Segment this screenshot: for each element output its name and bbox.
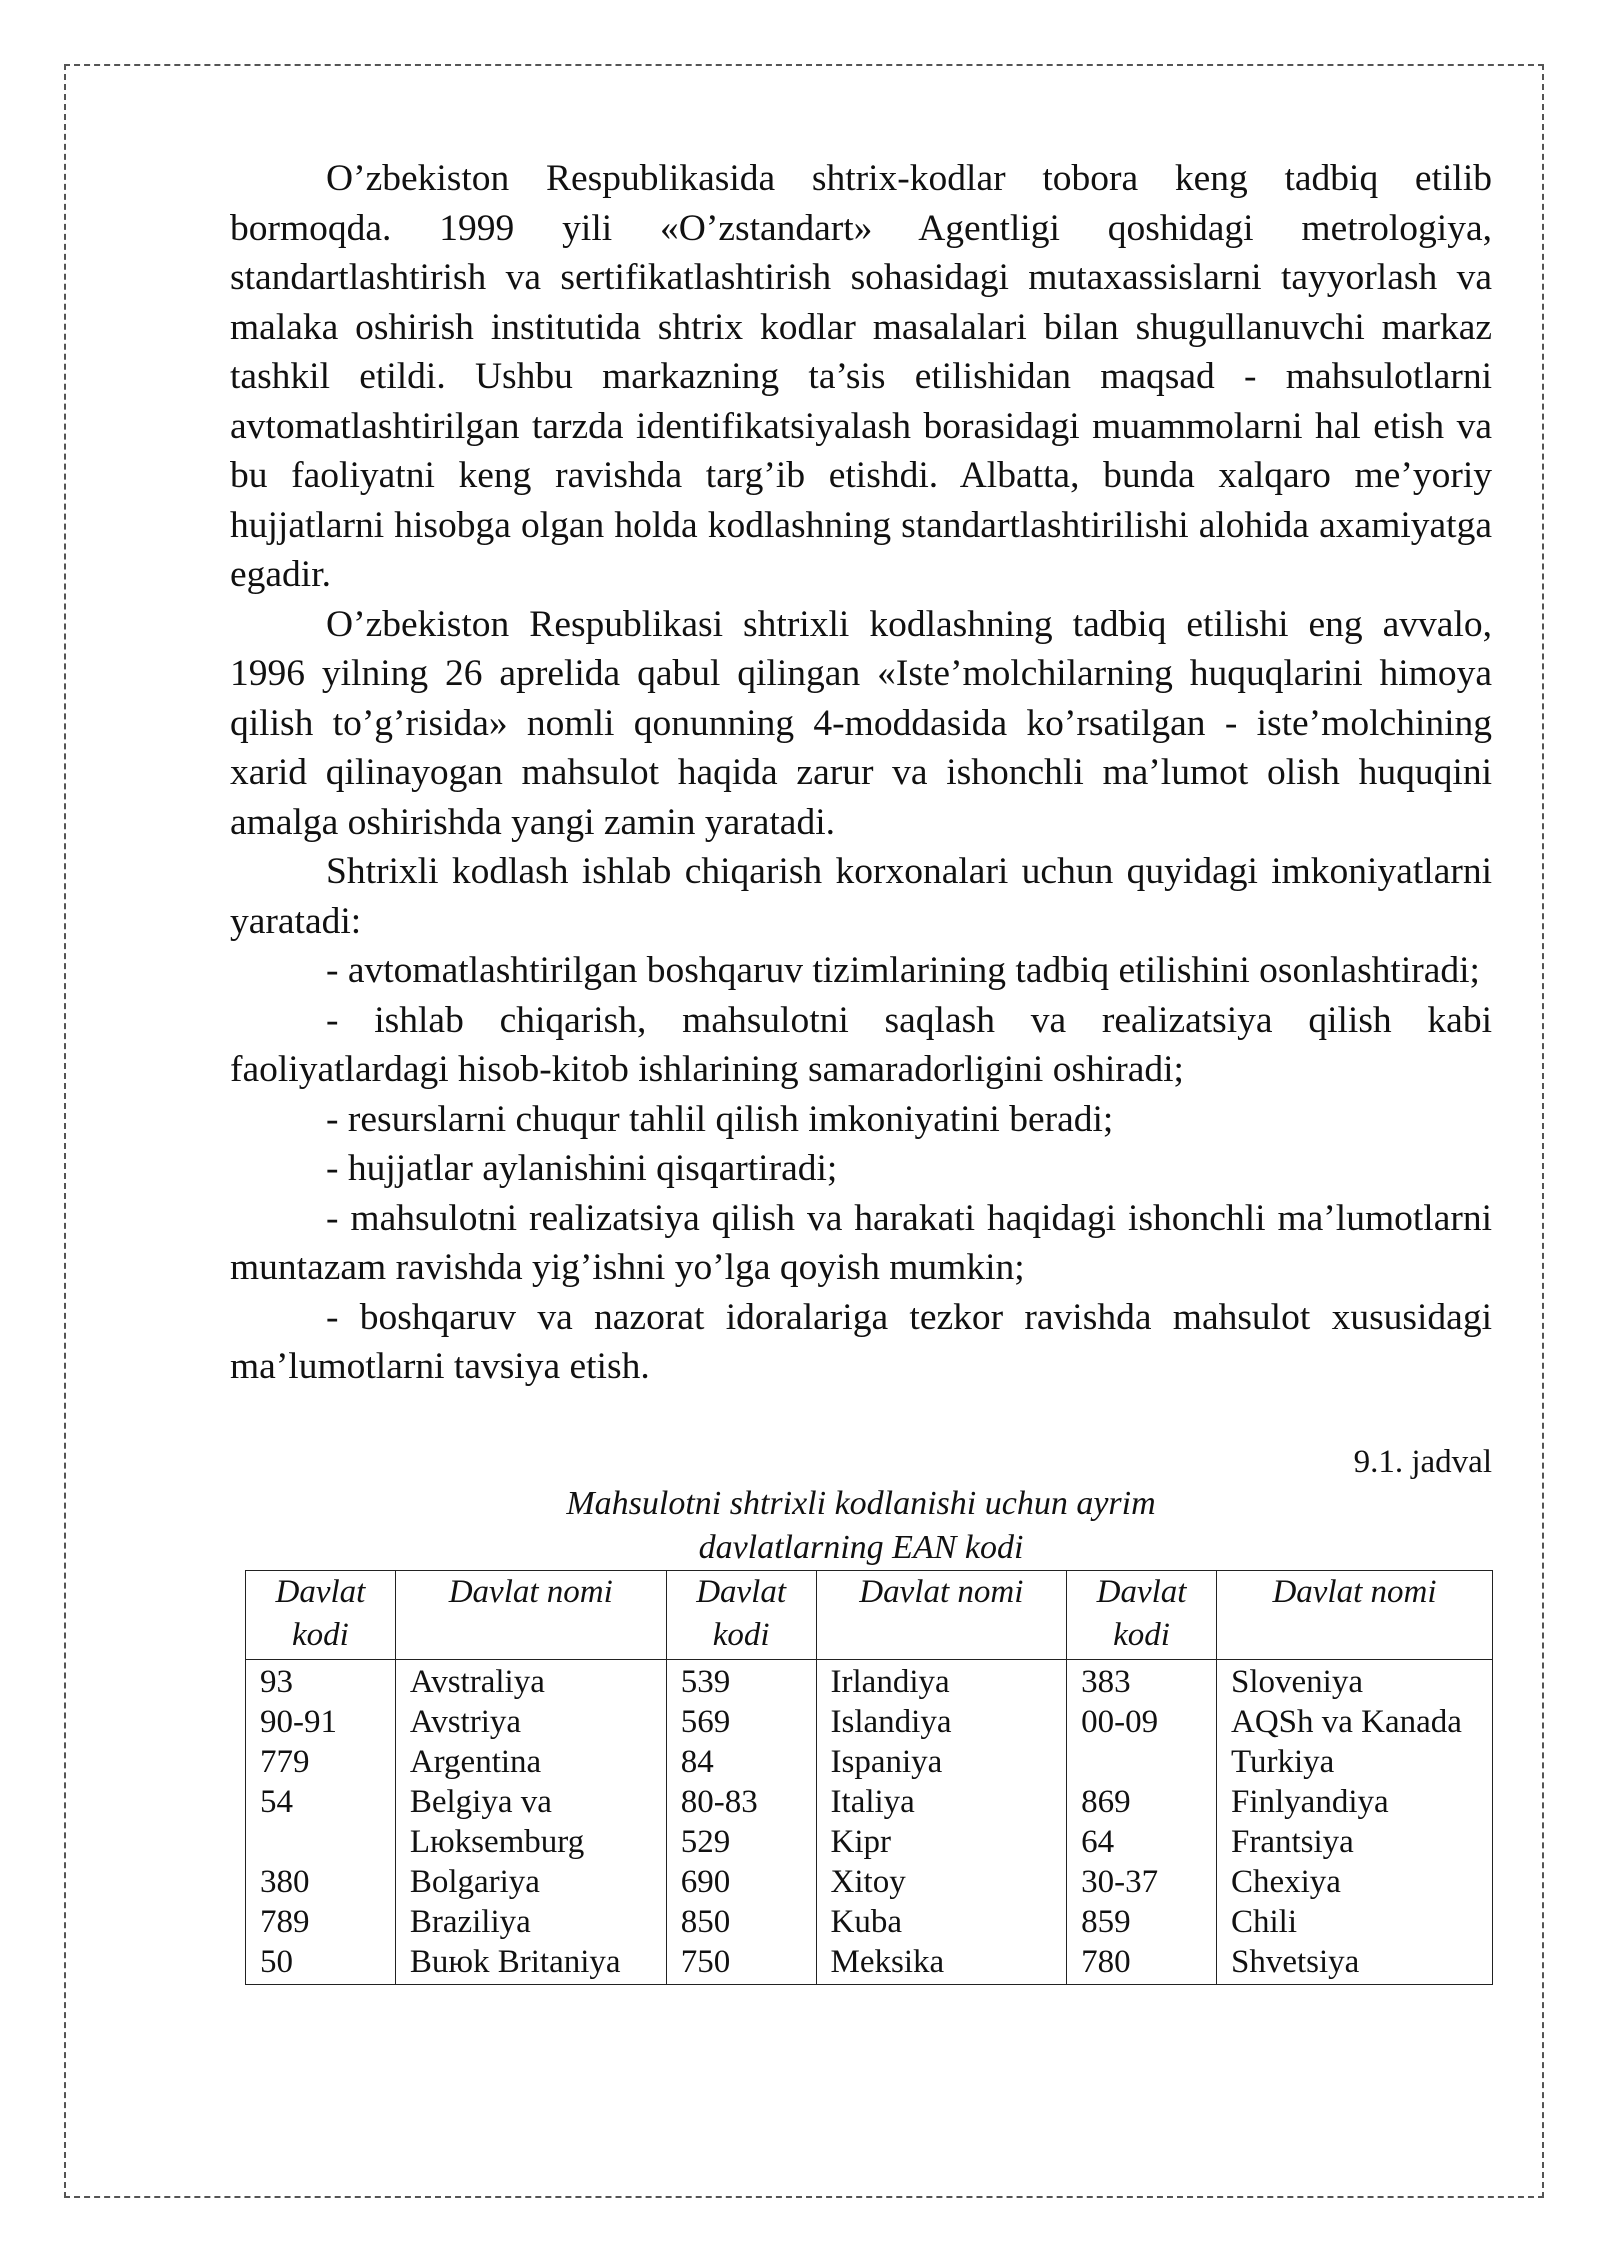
table-cell: Belgiya va bbox=[395, 1782, 666, 1822]
ean-code-table bbox=[245, 1570, 1493, 1985]
table-cell: 84 bbox=[666, 1742, 816, 1782]
table-cell bbox=[246, 1822, 396, 1862]
table-cell: Finlyandiya bbox=[1216, 1782, 1492, 1822]
table-row bbox=[246, 1942, 1493, 1985]
table-cell: 383 bbox=[1067, 1659, 1217, 1702]
table-cell: 80-83 bbox=[666, 1782, 816, 1822]
table-cell: Islandiya bbox=[816, 1702, 1067, 1742]
table-cell: Braziliya bbox=[395, 1902, 666, 1942]
table-cell: Italiya bbox=[816, 1782, 1067, 1822]
page-content bbox=[230, 154, 1492, 1985]
table-cell: 690 bbox=[666, 1862, 816, 1902]
column-header: Davlat kodi bbox=[666, 1570, 816, 1659]
table-cell: 00-09 bbox=[1067, 1702, 1217, 1742]
table-cell: Bolgariya bbox=[395, 1862, 666, 1902]
table-row bbox=[246, 1822, 1493, 1862]
table-cell: 869 bbox=[1067, 1782, 1217, 1822]
table-number: 9.1. jadval bbox=[1353, 1443, 1492, 1480]
paragraph: O’zbekiston Respublikasida shtrix-kodlar tobora keng tadbiq etilib bormoqda. 1999 yili «O’zstandart» Agentligi qoshidagi metrologiya, standartlashtirish va sertifikatlashtirish sohasidagi mutaxassislarni tayyorlash va malaka oshirish institutida shtrix kodlar masalalari bilan shugullanuvchi markaz tashkil etildi. Ushbu markazning ta’sis etilishidan maqsad - mahsulotlarni avtomatlashtirilgan tarzda identifikatsiyalash borasidagi muammolarni hal etish va bu faoliyatni keng ravishda targ’ib etishdi. Albatta, bunda xalqaro me’yoriy hujjatlarni hisobga olgan holda kodlashning standartlashtirilishi alohida axamiyatga egadir. bbox=[230, 158, 1492, 595]
column-header: Davlat nomi bbox=[816, 1570, 1067, 1659]
table-cell: Shvetsiya bbox=[1216, 1942, 1492, 1985]
list-item: - boshqaruv va nazorat idoralariga tezkor ravishda mahsulot xususidagi ma’lumotlarni tavsiya etish. bbox=[230, 1296, 1492, 1387]
column-header: Davlat kodi bbox=[246, 1570, 396, 1659]
table-cell: 30-37 bbox=[1067, 1862, 1217, 1902]
paragraph: Shtrixli kodlash ishlab chiqarish korxonalari uchun quyidagi imkoniyatlarni yaratadi: bbox=[230, 851, 1492, 942]
paragraph: O’zbekiston Respublikasi shtrixli kodlashning tadbiq etilishi eng avvalo, 1996 yilning 26 aprelida qabul qilingan «Iste’molchilarning huquqlarini himoya qilish to’g’risida» nomli qonunning 4-moddasida ko’rsatilgan - iste’molchining xarid qilinayogan mahsulot haqida zarur va ishonchli ma’lumot olish huquqini amalga oshirishda yangi zamin yaratadi. bbox=[230, 603, 1492, 843]
table-cell: AQSh va Kanada bbox=[1216, 1702, 1492, 1742]
table-cell: Kuba bbox=[816, 1902, 1067, 1942]
table-cell: Avstriya bbox=[395, 1702, 666, 1742]
table-row bbox=[246, 1659, 1493, 1702]
caption-line: davlatlarning EAN kodi bbox=[698, 1528, 1024, 1566]
table-cell: Chili bbox=[1216, 1902, 1492, 1942]
table-cell: Sloveniya bbox=[1216, 1659, 1492, 1702]
list-item: - avtomatlashtirilgan boshqaruv tizimlarining tadbiq etilishini osonlashtiradi; bbox=[326, 950, 1480, 991]
table-cell: Buюk Britaniya bbox=[395, 1942, 666, 1985]
table-row bbox=[246, 1742, 1493, 1782]
list-item: - ishlab chiqarish, mahsulotni saqlash va realizatsiya qilish kabi faoliyatlardagi hisob-kitob ishlarining samaradorligini oshiradi; bbox=[230, 999, 1492, 1090]
table-cell: 539 bbox=[666, 1659, 816, 1702]
table-cell: 859 bbox=[1067, 1902, 1217, 1942]
table-cell: Ispaniya bbox=[816, 1742, 1067, 1782]
table-row bbox=[246, 1862, 1493, 1902]
list-item: - mahsulotni realizatsiya qilish va harakati haqidagi ishonchli ma’lumotlarni muntazam ravishda yig’ishni yo’lga qoyish mumkin; bbox=[230, 1197, 1492, 1288]
table-cell: 64 bbox=[1067, 1822, 1217, 1862]
column-header: Davlat kodi bbox=[1067, 1570, 1217, 1659]
table-cell: Argentina bbox=[395, 1742, 666, 1782]
table-cell: 380 bbox=[246, 1862, 396, 1902]
table-cell: Meksika bbox=[816, 1942, 1067, 1985]
body-text bbox=[230, 154, 1492, 1392]
table-cell: Frantsiya bbox=[1216, 1822, 1492, 1862]
table-cell: 54 bbox=[246, 1782, 396, 1822]
column-header: Davlat nomi bbox=[395, 1570, 666, 1659]
list-item: - hujjatlar aylanishini qisqartiradi; bbox=[326, 1148, 838, 1189]
table-cell: 789 bbox=[246, 1902, 396, 1942]
table-header-row bbox=[246, 1570, 1493, 1659]
table-cell: Avstraliya bbox=[395, 1659, 666, 1702]
table-row bbox=[246, 1902, 1493, 1942]
table-row bbox=[246, 1782, 1493, 1822]
table-cell: Kipr bbox=[816, 1822, 1067, 1862]
table-cell: 93 bbox=[246, 1659, 396, 1702]
caption-line: Mahsulotni shtrixli kodlanishi uchun ayrim bbox=[566, 1484, 1156, 1522]
table-cell: 90-91 bbox=[246, 1702, 396, 1742]
table-cell: 750 bbox=[666, 1942, 816, 1985]
table-caption bbox=[511, 1482, 1211, 1570]
table-cell: Xitoy bbox=[816, 1862, 1067, 1902]
table-cell: 779 bbox=[246, 1742, 396, 1782]
list-item: - resurslarni chuqur tahlil qilish imkoniyatini beradi; bbox=[326, 1098, 1114, 1140]
table-cell bbox=[1067, 1742, 1217, 1782]
table-cell: 780 bbox=[1067, 1942, 1217, 1985]
table-cell: 50 bbox=[246, 1942, 396, 1985]
table-cell: 850 bbox=[666, 1902, 816, 1942]
table-cell: Turkiya bbox=[1216, 1742, 1492, 1782]
table-cell: 529 bbox=[666, 1822, 816, 1862]
table-row bbox=[246, 1702, 1493, 1742]
table-cell: Irlandiya bbox=[816, 1659, 1067, 1702]
table-cell: Lюksemburg bbox=[395, 1822, 666, 1862]
table-cell: Chexiya bbox=[1216, 1862, 1492, 1902]
column-header: Davlat nomi bbox=[1216, 1570, 1492, 1659]
table-cell: 569 bbox=[666, 1702, 816, 1742]
